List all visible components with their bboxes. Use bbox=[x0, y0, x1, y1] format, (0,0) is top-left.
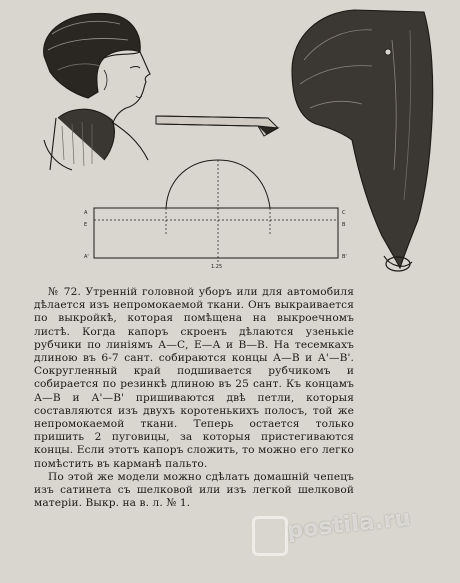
folded-strap-illustration bbox=[156, 116, 278, 136]
pattern-label-mid-left: Е bbox=[84, 222, 88, 228]
watermark-text: postila.ru bbox=[286, 506, 413, 544]
pattern-label-bottom-left: А' bbox=[84, 254, 89, 260]
article-paragraph-1: № 72. Утренній головной уборъ или для автомобиля дѣлается изъ непромокаемой ткани. Онъ выкраивается по выкройкѣ, которая помѣщена на выкроечномъ листѣ. Когда капоръ скроенъ дѣлаются узенькіе рубчики по линіямъ А—С, Е—А и В—В. На тесемкахъ длиною въ 6-7 сант. собираются концы А—В и А'—В'. Сокругленный край подшивается рубчикомъ и собирается по резинкѣ длиною въ 25 сант. Къ концамъ А—В и А'—В' пришиваются двѣ петли, которыя составляются изъ двухъ коротенькихъ полосъ, той же непромокаемой ткани. Теперь остается только пришить 2 пуговицы, за которыя пристегиваются концы. Если этотъ капоръ сложить, то можно его легко помѣстить въ карманѣ пальто. bbox=[34, 286, 354, 470]
article-text bbox=[34, 286, 354, 510]
article-paragraph-2: По этой же модели можно сдѣлать домашній чепецъ изъ сатинета съ шелковой или изъ легкой шелковой матеріи. Выкр. на в. л. № 1. bbox=[34, 470, 354, 510]
watermark-logo-icon bbox=[252, 516, 288, 556]
pattern-label-center: 1.25 bbox=[211, 264, 223, 270]
woman-portrait-illustration bbox=[44, 13, 150, 170]
cutting-pattern-diagram bbox=[94, 160, 338, 262]
pattern-label-top-right: С bbox=[342, 210, 346, 216]
pattern-label-mid-right: В bbox=[342, 222, 346, 228]
pattern-label-bottom-right: В' bbox=[342, 254, 347, 260]
folded-hood-illustration bbox=[292, 10, 433, 271]
pattern-label-top-left: А bbox=[84, 210, 88, 216]
illustration-panel bbox=[0, 0, 460, 285]
